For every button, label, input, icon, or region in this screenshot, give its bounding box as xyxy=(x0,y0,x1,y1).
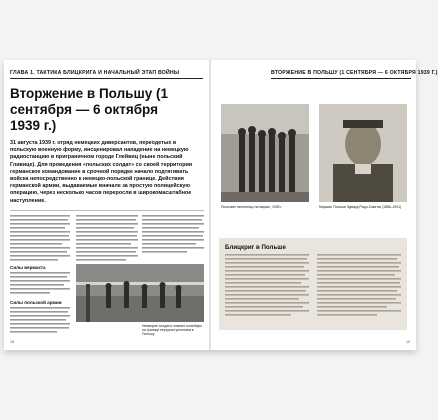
polish-text-lines xyxy=(10,307,70,337)
portrait-caption: Маршал Польши Эдвард Рыдз-Смиглы (1886–1941) xyxy=(319,205,402,209)
polish-forces-subhead: Силы польской армии xyxy=(10,300,62,305)
forces-text-lines xyxy=(10,272,70,298)
left-page-number: 18 xyxy=(10,340,14,344)
body-text-column-right xyxy=(142,215,204,261)
sidebar-text-lines xyxy=(225,254,401,324)
section-divider xyxy=(10,210,204,211)
border-photo-caption: Немецкие солдаты ломают шлагбаум на границе перед вступлением в Польшу xyxy=(142,324,202,337)
book-spread xyxy=(4,60,438,350)
left-running-head: ГЛАВА 1. ТАКТИКА БЛИЦКРИГА И НАЧАЛЬНЫЙ ЭТАП ВОЙНЫ xyxy=(10,68,203,79)
sidebar-title: Блицкриг в Польше xyxy=(225,244,286,251)
border-barrier-photo xyxy=(76,264,204,322)
right-running-head: ВТОРЖЕНИЕ В ПОЛЬШУ (1 СЕНТЯБРЯ — 6 ОКТЯБРЯ 1939 Г.) xyxy=(271,68,411,79)
forces-subhead: Силы вермахта xyxy=(10,265,46,270)
lead-paragraph: 31 августа 1939 г. отряд немецких диверсантов, переодетых в польскую военную форму, инсценировал нападение на немецкую радиостанцию в приграничном городе Глейвиц (ныне польский Гливице). Для проведения «польских солдат» со своей территории германское командование в срочной порядке начало подтягивать войска непосредственно к немецко-польской границе. Действия германской армии, выдаваемые вначале за простую полицейскую операцию, через несколько часов переросли в широкомасштабное наступление. xyxy=(10,140,193,204)
chapter-title: Вторжение в Польшу (1 сентября — 6 октября 1939 г.) xyxy=(10,86,168,133)
blitzkrieg-sidebar xyxy=(219,238,407,330)
marching-photo-caption: Польские пехотинцы на марше, 1939 г. xyxy=(221,205,283,209)
officer-portrait-photo xyxy=(319,104,407,202)
right-page-number: 19 xyxy=(406,340,410,344)
marching-soldiers-photo xyxy=(221,104,309,202)
left-page xyxy=(4,60,209,350)
right-page xyxy=(211,60,438,350)
